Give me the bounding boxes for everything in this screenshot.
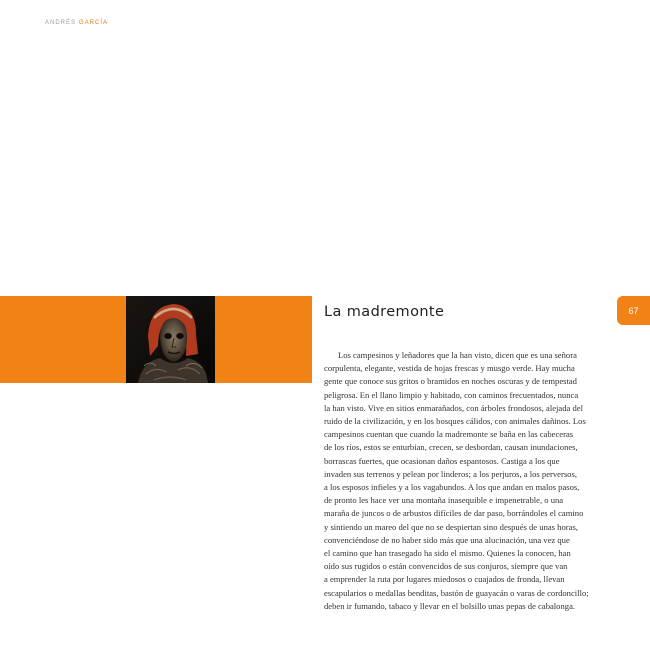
body-line: deben ir fumando, tabaco y llevar en el bolsillo unas pepas de cabalonga. [324,600,576,611]
page-number-tab [617,296,650,325]
body-line: ruido de la civilización, y en los bosques cálidos, con animales dañinos. Los [324,416,586,427]
author-given-name: ANDRÉS [45,20,77,26]
body-line: borrascas fuertes, que ocasionan daños espantosos. Castiga a los que [324,455,560,466]
body-line: de pronto les hace ver una montaña inasequible e impenetrable, o una [324,495,564,506]
author-surname: GARCÍA [79,20,109,26]
portrait-painting [126,296,215,383]
body-line: escapularios o medallas benditas, bastón de guayacán o varas de cordoncillo; [324,587,589,598]
page-number: 67 [628,305,639,316]
body-line: campesinos cuentan que cuando la madremonte se baña en las cabeceras [324,429,574,440]
body-line: maraña de juncos o de arbustos difíciles de dar paso, borrándoles el camino [324,508,584,519]
body-line: oído sus rugidos o están convencidos de sus conjuros, siempre que van [324,561,568,572]
body-paragraph [324,349,616,613]
body-line: gente que conoce sus gritos o bramidos en noches oscuras y de tempestad [324,376,577,387]
body-line: peligrosa. En el llano limpio y habitado, con caminos frecuentados, nunca [324,389,579,400]
running-head [45,20,108,26]
body-line: y sintiendo un mareo del que no se despiertan sino después de unas horas, [324,521,578,532]
body-line: corpulenta, elegante, vestida de hojas frescas y musgo verde. Hay mucha [324,363,575,374]
chapter-title: La madremonte [324,304,445,320]
body-line: Los campesinos y leñadores que la han visto, dicen que es una señora [338,350,577,360]
body-line: convenciéndose de no haber sido más que una alucinación, una vez que [324,534,570,545]
body-line: el camino que han trasegado ha sido el mismo. Quienes la conocen, han [324,548,571,559]
body-line: de los ríos, estos se enturbian, crecen, se desbordan, causan inundaciones, [324,442,578,453]
body-line: a emprender la ruta por lugares miedosos o cuajados de fronda, llevan [324,574,565,585]
body-line: invaden sus terrenos y pelean por linderos; a los perjuros, a los perversos, [324,468,577,479]
body-line: a los esposos infieles y a los vagabundos. A los que andan en malos pasos, [324,482,580,493]
body-line: la han visto. Vive en sitios enmarañados, con árboles frondosos, alejada del [324,402,583,413]
